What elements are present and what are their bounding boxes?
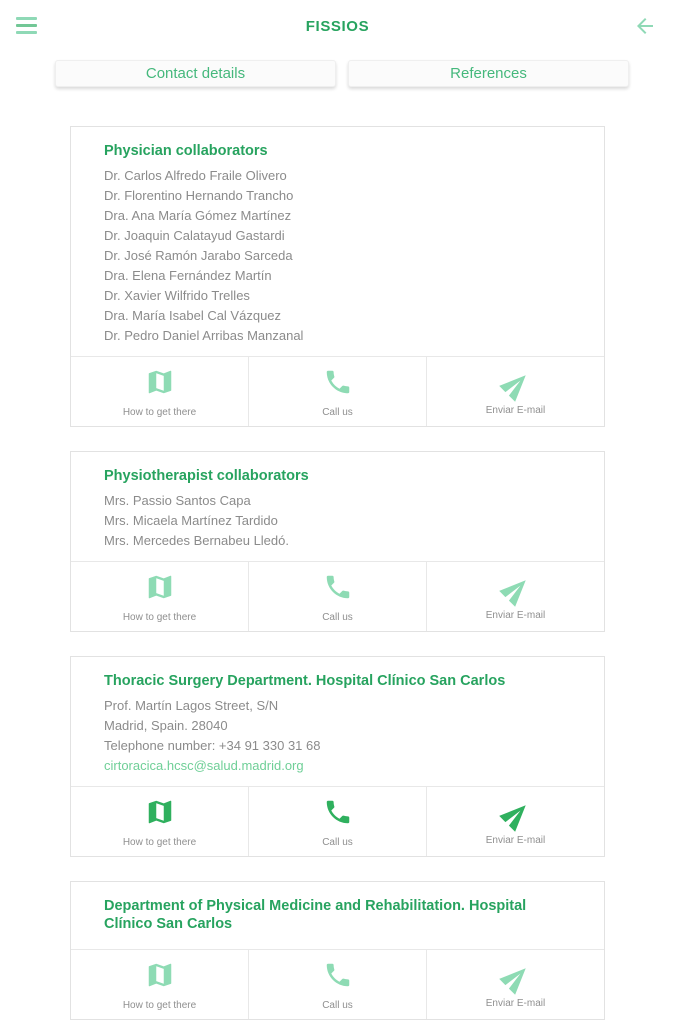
back-arrow-icon[interactable]	[633, 14, 657, 38]
card-lines	[104, 166, 576, 346]
tab-references[interactable]: References	[348, 60, 629, 87]
send-email-label: Enviar E-mail	[485, 404, 546, 416]
tab-bar	[0, 52, 675, 91]
card-lines	[104, 696, 576, 776]
send-icon	[501, 370, 531, 400]
tab-contact-details[interactable]: Contact details	[55, 60, 336, 87]
send-email-button[interactable]	[426, 950, 604, 1019]
card-line: Dra. Elena Fernández Martín	[104, 268, 272, 283]
how-to-get-there-button[interactable]	[71, 787, 248, 856]
call-us-button[interactable]	[248, 562, 426, 631]
phone-icon	[323, 797, 353, 832]
send-email-label: Enviar E-mail	[485, 997, 546, 1009]
card-line: Mrs. Passio Santos Capa	[104, 493, 251, 508]
card-body	[71, 452, 604, 561]
phone-icon	[323, 960, 353, 995]
send-icon	[501, 800, 531, 830]
card-line: Madrid, Spain. 28040	[104, 718, 228, 733]
call-us-button[interactable]	[248, 950, 426, 1019]
how-to-get-there-label: How to get there	[122, 612, 197, 623]
contact-card	[70, 126, 605, 427]
card-line: Dra. María Isabel Cal Vázquez	[104, 308, 282, 323]
card-line: Telephone number: +34 91 330 31 68	[104, 738, 321, 753]
how-to-get-there-button[interactable]	[71, 950, 248, 1019]
send-email-button[interactable]	[426, 787, 604, 856]
card-line: Dr. Pedro Daniel Arribas Manzanal	[104, 328, 304, 343]
card-actions	[71, 949, 604, 1019]
send-icon	[501, 575, 531, 605]
send-email-button[interactable]	[426, 562, 604, 631]
phone-icon	[323, 367, 353, 402]
how-to-get-there-label: How to get there	[122, 407, 197, 418]
map-icon	[145, 572, 175, 607]
how-to-get-there-label: How to get there	[122, 837, 197, 848]
send-email-button[interactable]	[426, 357, 604, 426]
send-email-label: Enviar E-mail	[485, 834, 546, 846]
app-header	[0, 0, 675, 52]
card-body	[71, 127, 604, 356]
card-line: Mrs. Micaela Martínez Tardido	[104, 513, 278, 528]
card-actions	[71, 786, 604, 856]
app-title: FISSIOS	[305, 17, 370, 35]
map-icon	[145, 960, 175, 995]
call-us-button[interactable]	[248, 787, 426, 856]
card-line: Dra. Ana María Gómez Martínez	[104, 208, 292, 223]
card-lines	[104, 491, 576, 551]
card-title: Physician collaborators	[104, 143, 268, 159]
call-us-button[interactable]	[248, 357, 426, 426]
call-us-label: Call us	[322, 1000, 353, 1011]
phone-icon	[323, 572, 353, 607]
send-email-label: Enviar E-mail	[485, 609, 546, 621]
send-icon	[501, 963, 531, 993]
card-line: Dr. Carlos Alfredo Fraile Olivero	[104, 168, 287, 183]
card-title: Department of Physical Medicine and Rehabilitation. Hospital Clínico San Carlos	[104, 898, 527, 932]
call-us-label: Call us	[322, 612, 353, 623]
how-to-get-there-label: How to get there	[122, 1000, 197, 1011]
call-us-label: Call us	[322, 407, 353, 418]
card-actions	[71, 356, 604, 426]
card-list	[0, 91, 675, 1020]
card-line: Dr. Joaquin Calatayud Gastardi	[104, 228, 285, 243]
card-line: Mrs. Mercedes Bernabeu Lledó.	[104, 533, 289, 548]
card-body	[71, 657, 604, 786]
card-line: Dr. José Ramón Jarabo Sarceda	[104, 248, 293, 263]
contact-card	[70, 451, 605, 632]
card-line: Dr. Xavier Wilfrido Trelles	[104, 288, 250, 303]
contact-card	[70, 656, 605, 857]
how-to-get-there-button[interactable]	[71, 357, 248, 426]
map-icon	[145, 797, 175, 832]
card-title: Thoracic Surgery Department. Hospital Clínico San Carlos	[104, 673, 506, 689]
hamburger-menu-icon[interactable]	[16, 17, 37, 34]
card-line: Dr. Florentino Hernando Trancho	[104, 188, 294, 203]
email-link[interactable]: cirtoracica.hcsc@salud.madrid.org	[104, 758, 304, 773]
card-actions	[71, 561, 604, 631]
map-icon	[145, 367, 175, 402]
how-to-get-there-button[interactable]	[71, 562, 248, 631]
card-title: Physiotherapist collaborators	[104, 468, 309, 484]
call-us-label: Call us	[322, 837, 353, 848]
card-body	[71, 882, 604, 949]
card-line: Prof. Martín Lagos Street, S/N	[104, 698, 279, 713]
contact-card	[70, 881, 605, 1020]
